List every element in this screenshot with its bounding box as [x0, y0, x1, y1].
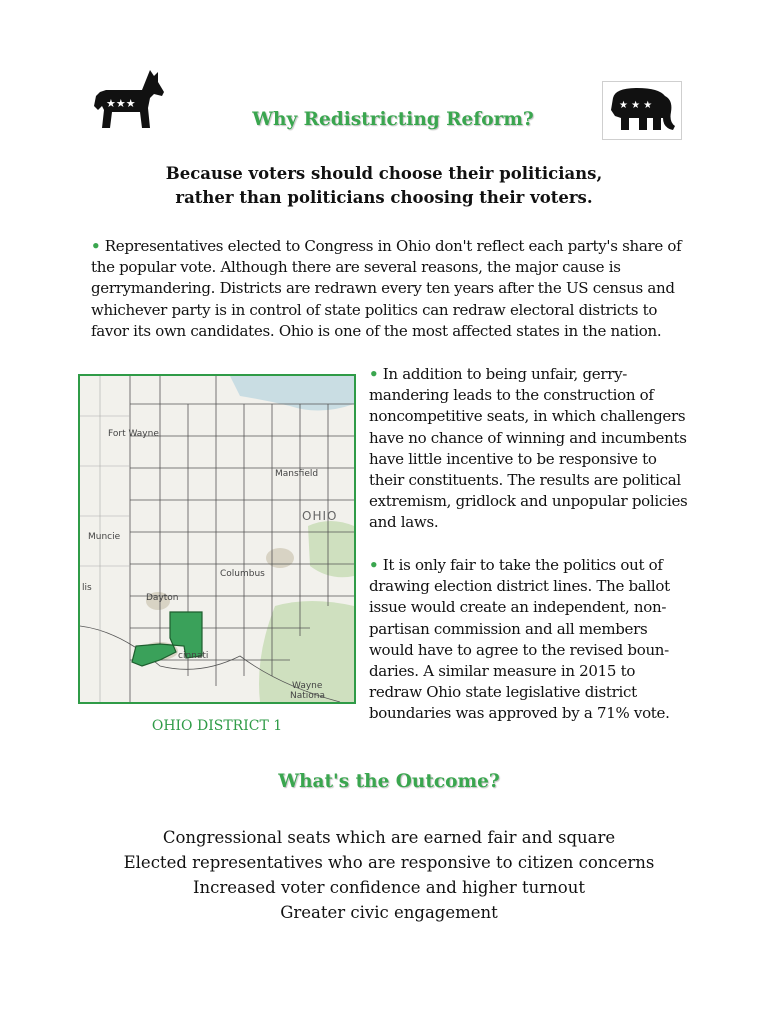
paragraph-noncompetitive: [369, 364, 691, 534]
subtitle-line-2: rather than politicians choosing their voters.: [175, 188, 593, 207]
page-title: Why Redistricting Reform?: [252, 109, 534, 130]
map-label-muncie: Muncie: [88, 532, 121, 542]
map-label-dayton: Dayton: [146, 593, 179, 603]
bullet: •: [369, 365, 379, 383]
map-label-cincinnati: cinnati: [178, 651, 209, 661]
map-caption: OHIO DISTRICT 1: [151, 718, 283, 734]
map-label-fort-wayne: Fort Wayne: [108, 429, 159, 439]
ohio-district-map: [78, 374, 356, 704]
map-label-lis: lis: [82, 583, 92, 593]
subtitle: [0, 162, 768, 210]
map-label-columbus: Columbus: [220, 569, 265, 579]
outcome-item: Congressional seats which are earned fair and square: [162, 828, 616, 847]
paragraph-fairness: [369, 555, 691, 725]
bullet: •: [369, 556, 379, 574]
svg-text:★ ★ ★: ★ ★ ★: [619, 100, 653, 111]
paragraph-gerrymandering: [91, 236, 691, 342]
subtitle-line-1: Because voters should choose their politicians,: [165, 164, 603, 183]
bullet: •: [91, 237, 101, 255]
outcome-item: Greater civic engagement: [280, 903, 498, 922]
map-label-ohio: OHIO: [302, 509, 338, 523]
paragraph-text: It is only fair to take the politics out of drawing election district lines. The ballot issue would create an independent, non-partisan commission and all members would have to agree to the revised boun-daries. A similar measure in 2015 to redraw Ohio state legislative district boundaries was approved by a 71% vote.: [369, 556, 670, 723]
map-label-wayne-national: Wayne: [292, 681, 323, 691]
map-label-wayne-national-2: Nationa: [290, 691, 326, 701]
outcome-list: [0, 825, 768, 925]
paragraph-text: Representatives elected to Congress in Ohio don't reflect each party's share of the popular vote. Although there are several reasons, the major cause is gerrymandering. Districts are redrawn every ten years after the US census and whichever party is in control of state politics can redraw electoral districts to favor its own candidates. Ohio is one of the most affected states in the nation.: [91, 237, 682, 340]
outcome-item: Elected representatives who are responsive to citizen concerns: [123, 853, 655, 872]
map-label-mansfield: Mansfield: [275, 469, 319, 479]
outcome-item: Increased voter confidence and higher turnout: [193, 878, 585, 897]
svg-text:★★★: ★★★: [106, 97, 136, 110]
paragraph-text: In addition to being unfair, gerry-mandering leads to the construction of noncompetitive seats, in which challengers have no chance of winning and incumbents have little incentive to be responsive to their constituents. The results are political extremism, gridlock and unpopular policies and laws.: [369, 365, 688, 532]
outcome-title: What's the Outcome?: [278, 771, 500, 792]
